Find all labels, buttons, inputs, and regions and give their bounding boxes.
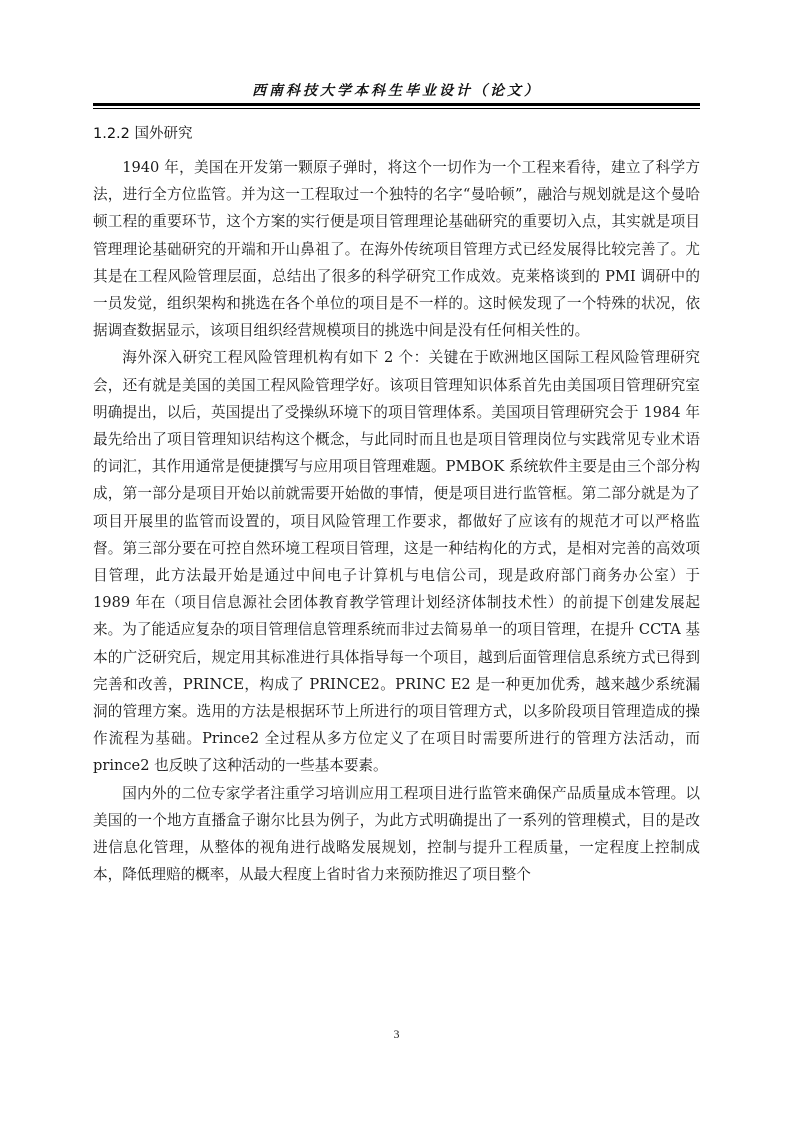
running-header-title: 西南科技大学本科生毕业设计（论文） — [252, 83, 541, 99]
paragraph: 1940 年，美国在开发第一颗原子弹时，将这个一切作为一个工程来看待，建立了科学方法，进行全方位监管。并为这一工程取过一个独特的名字“曼哈顿”，融洽与规划就是这个曼哈顿工程的重要环节，这个方案的实行便是项目管理理论基础研究的重要切入点，其实就是项目管理理论基础研究的开端和开山鼻祖了。在海外传统项目管理方式已经发展得比较完善了。尤其是在工程风险管理层面，总结出了很多的科学研究工作成效。克莱格谈到的 PMI 调研中的一员发觉，组织架构和挑选在各个单位的项目是不一样的。这时候发现了一个特殊的状况，依据调查数据显示，该项目组织经营规模项目的挑选中间是没有任何相关性的。 — [93, 159, 700, 340]
header-rule-thick — [93, 103, 700, 106]
paragraph: 海外深入研究工程风险管理机构有如下 2 个：关键在于欧洲地区国际工程风险管理研究会，还有就是美国的美国工程风险管理学好。该项目管理知识体系首先由美国项目管理研究室明确提出，以后，英国提出了受操纵环境下的项目管理体系。美国项目管理研究会于 1984 年最先给出了项目管理知识结构这个概念，与此同时而且也是项目管理岗位与实践常见专业术语的词汇，其作用通常是便捷撰写与应用项目管理难题。PMBOK 系统软件主要是由三个部分构成，第一部分是项目开始以前就需要开始做的事情，便是项目进行监管框。第二部分就是为了项目开展里的监管而设置的，项目风险管理工作要求，都做好了应该有的规范才可以严格监督。第三部分要在可控自然环境工程项目管理，这是一种结构化的方式，是相对完善的高效项目管理，此方法最开始是通过中间电子计算机与电信公司，现是政府部门商务办公室）于 1989 年在（项目信息源社会团体教育教学管理计划经济体制技术性）的前提下创建发展起来。为了能适应复杂的项目管理信息管理系统而非过去简易单一的项目管理，在提升 CCTA 基本的广泛研究后，规定用其标准进行具体指导每一个项目，越到后面管理信息系统方式已得到完善和改善，PRINCE，构成了 PRINCE2。PRINC E2 是一种更加优秀，越来越少系统漏洞的管理方案。选用的方法是根据环节上所进行的项目管理方式，以多阶段项目管理造成的操作流程为基础。Prince2 全过程从多方位定义了在项目时需要所进行的管理方法活动，而 prince2 也反映了这种活动的一些基本要素。 — [93, 349, 700, 775]
section-heading: 1.2.2 国外研究 — [93, 126, 193, 142]
body-text — [93, 154, 700, 888]
header-rule-thin — [93, 108, 700, 109]
paragraph: 国内外的二位专家学者注重学习培训应用工程项目进行监管来确保产品质量成本管理。以美国的一个地方直播盒子谢尔比县为例子，为此方式明确提出了一系列的管理模式，目的是改进信息化管理，从整体的视角进行战略发展规划，控制与提升工程质量，一定程度上控制成本，降低理赔的概率，从最大程度上省时省力来预防推迟了项目整个 — [93, 784, 700, 884]
page-number: 3 — [393, 1027, 400, 1041]
